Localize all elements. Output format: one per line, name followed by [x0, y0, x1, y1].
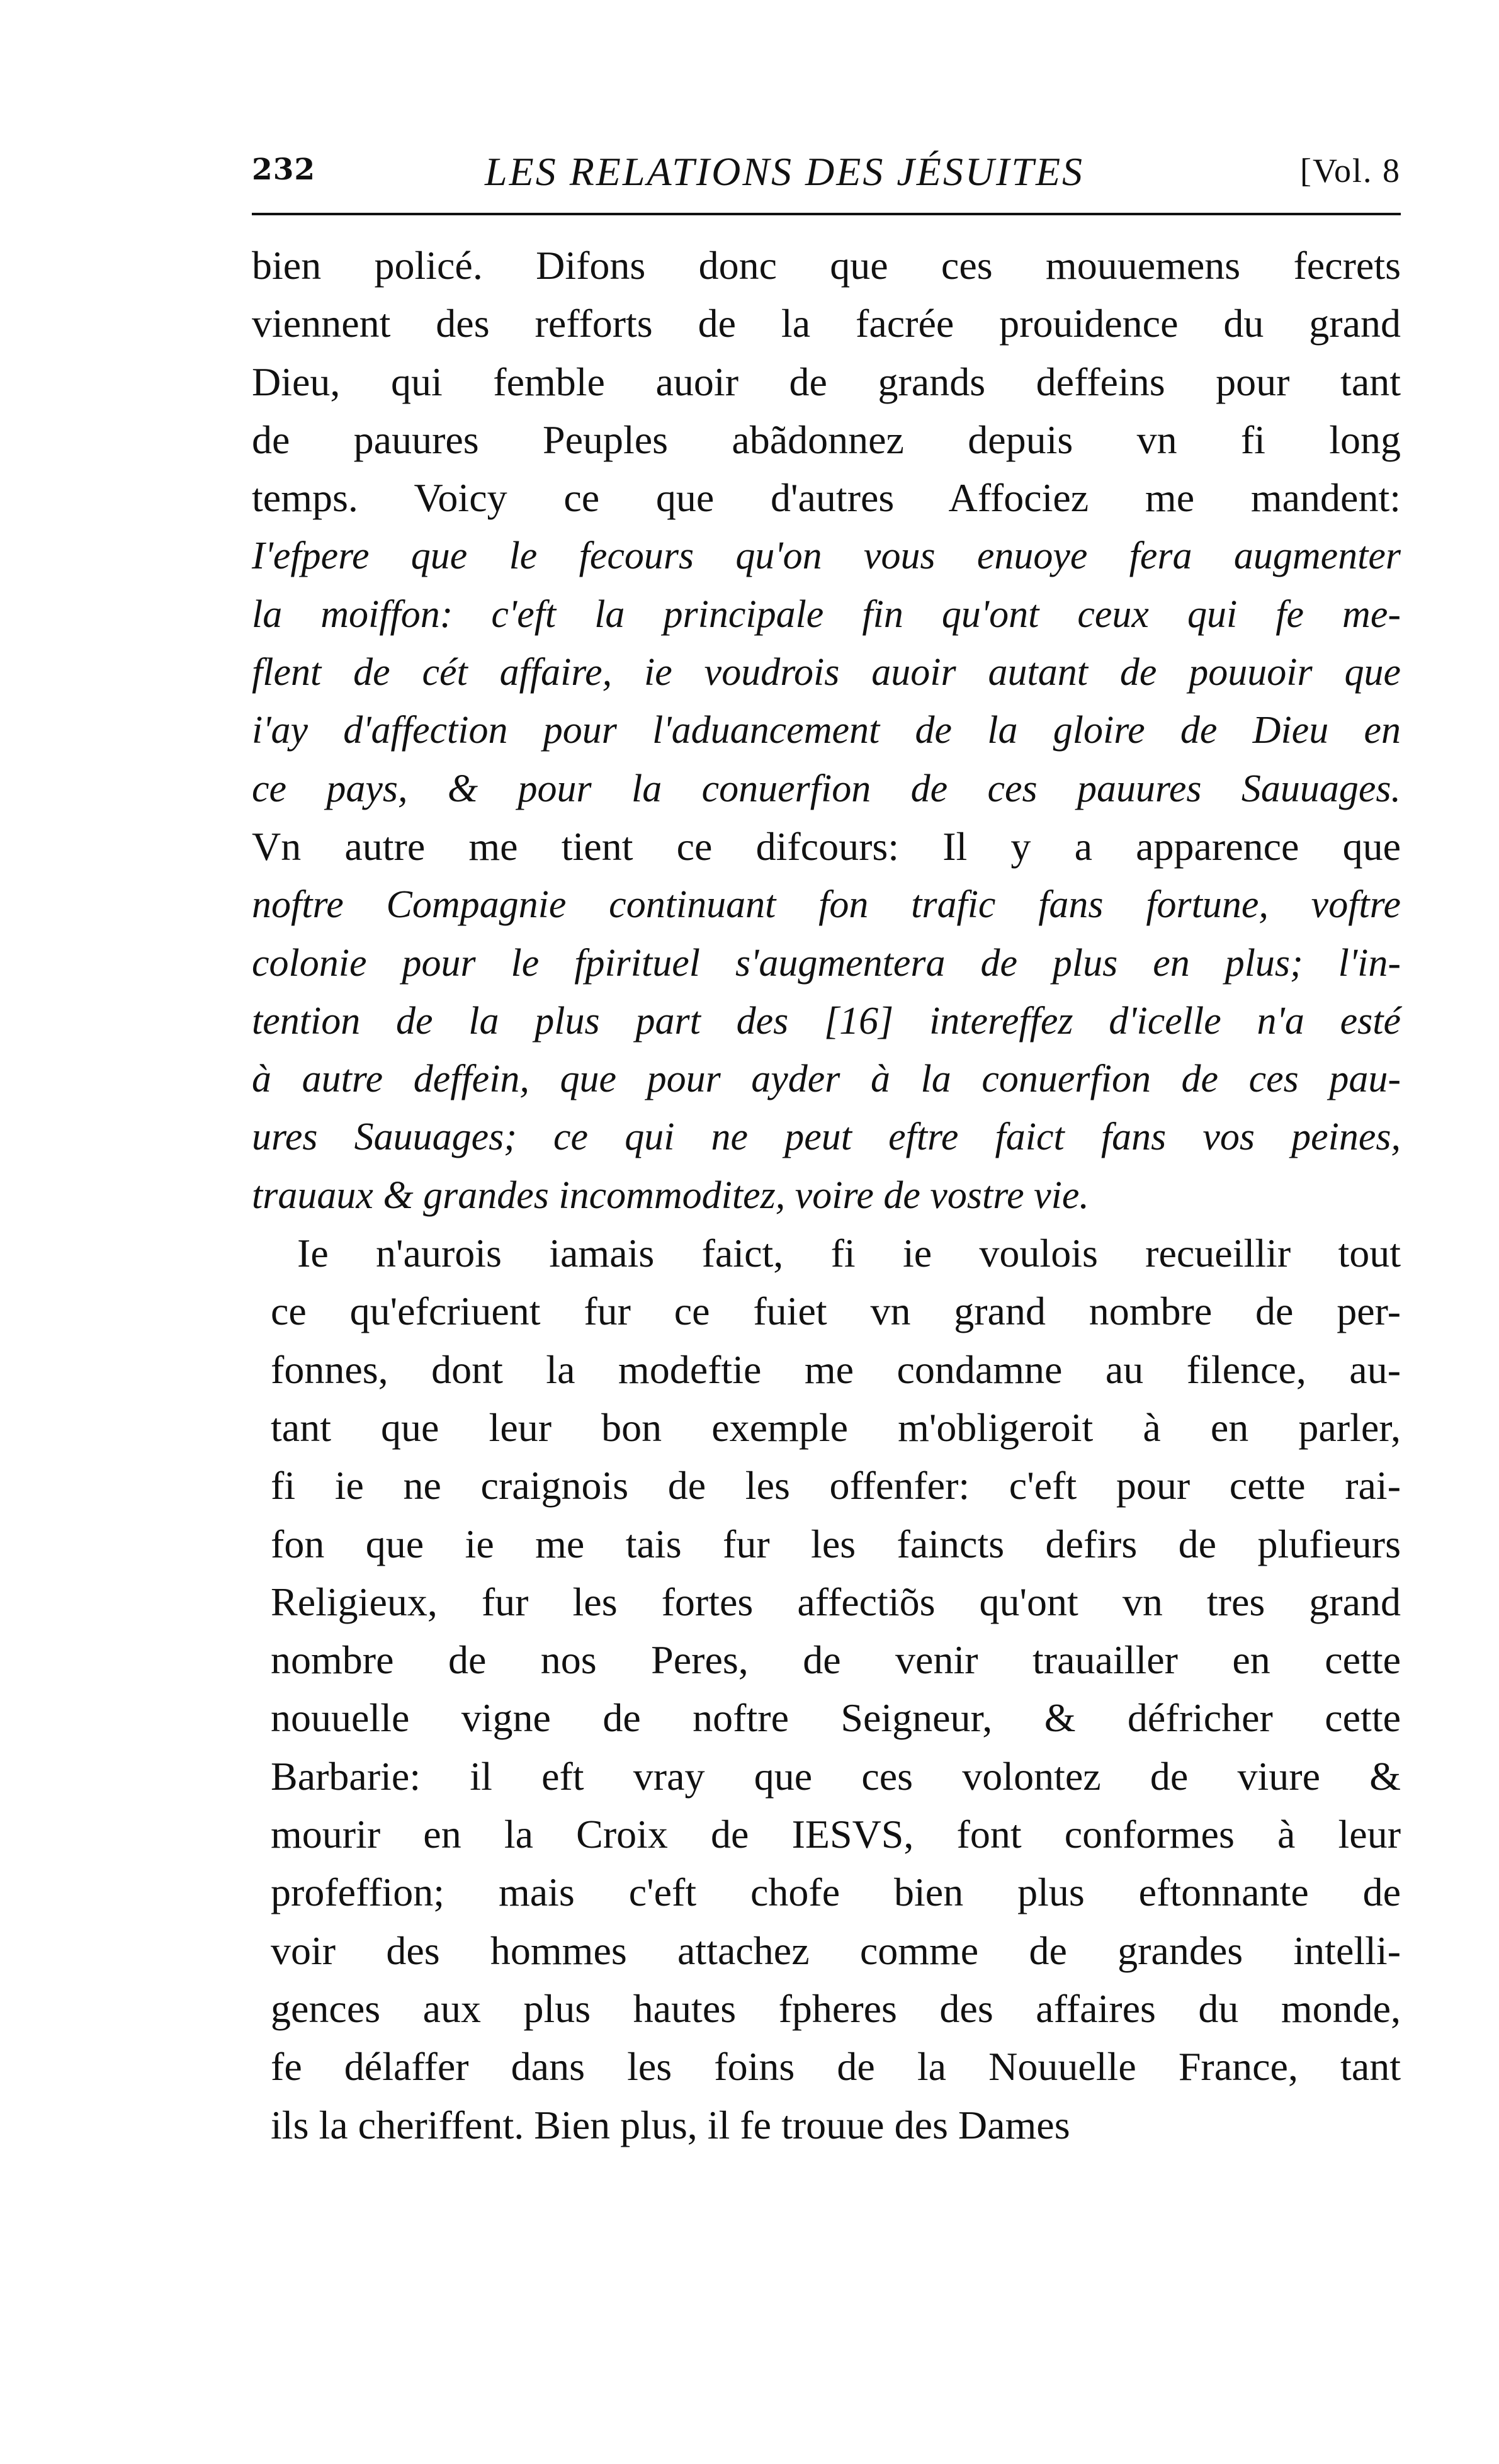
- text-line: i'ay d'affection pour l'aduancement de la gloire de Dieu en: [252, 709, 1401, 752]
- text-line: fon que ie me tais fur les faincts defirs de plufieurs: [271, 1521, 1401, 1566]
- text-line: fi ie ne craignois de les offenfer: c'eft pour cette rai-: [271, 1463, 1401, 1508]
- text-line: la moiffon: c'eft la principale fin qu'ont ceux qui fe me-: [252, 592, 1401, 636]
- volume-label: [Vol. 8: [1299, 152, 1401, 189]
- header-rule: [252, 213, 1401, 215]
- text-line: nouuelle vigne de noftre Seigneur, & défricher cette: [271, 1695, 1401, 1741]
- page-header: [252, 144, 1401, 200]
- text-line: gences aux plus hautes fpheres des affaires du monde,: [271, 1986, 1401, 2031]
- text-line: I'efpere que le fecours qu'on vous enuoye fera augmenter: [252, 534, 1401, 578]
- text-line: Vn autre me tient ce difcours: Il y a apparence que: [252, 823, 1401, 869]
- text-line: Barbarie: il eft vray que ces volontez de viure &: [271, 1753, 1401, 1799]
- text-line: Dieu, qui femble auoir de grands deffeins pour tant: [252, 359, 1401, 404]
- text-line: fonnes, dont la modeftie me condamne au filence, au-: [271, 1347, 1401, 1392]
- page-number: 232: [252, 152, 316, 187]
- text-line: ce qu'efcriuent fur ce fuiet vn grand nombre de per-: [271, 1289, 1401, 1334]
- text-line: viennent des refforts de la facrée prouidence du grand: [252, 301, 1401, 346]
- text-line: tant que leur bon exemple m'obligeroit à en parler,: [271, 1404, 1401, 1450]
- text-line: ures Sauuages; ce qui ne peut eftre faict fans vos peines,: [252, 1116, 1401, 1159]
- text-line: flent de cét affaire, ie voudrois auoir autant de pouuoir que: [252, 651, 1401, 694]
- body-text: [252, 237, 1401, 2154]
- text-line: nombre de nos Peres, de venir trauailler en cette: [271, 1637, 1401, 1683]
- text-line: trauaux & grandes incommoditez, voire de vostre vie.: [252, 1173, 1089, 1217]
- text-line: fe délaffer dans les foins de la Nouuelle France, tant: [271, 2044, 1401, 2089]
- running-title: LES RELATIONS DES JÉSUITES: [485, 149, 1085, 194]
- text-line: ce pays, & pour la conuerfion de ces pauures Sauuages.: [252, 767, 1401, 810]
- text-line: temps. Voicy ce que d'autres Affociez me mandent:: [252, 475, 1401, 521]
- text-line: ils la cheriffent. Bien plus, il fe trouue des Dames: [271, 2102, 1070, 2147]
- text-line: noftre Compagnie continuant fon trafic fans fortune, voftre: [252, 883, 1401, 927]
- text-line: colonie pour le fpirituel s'augmentera de plus en plus; l'in-: [252, 941, 1401, 985]
- text-line: Ie n'aurois iamais faict, fi ie voulois recueillir tout: [297, 1231, 1401, 1276]
- text-line: tention de la plus part des [16] intereffez d'icelle n'a esté: [252, 999, 1401, 1043]
- text-line: Religieux, fur les fortes affectiõs qu'ont vn tres grand: [271, 1579, 1401, 1624]
- text-line: mourir en la Croix de IESVS, font conformes à leur: [271, 1812, 1401, 1857]
- text-line: à autre deffein, que pour ayder à la conuerfion de ces pau-: [252, 1058, 1401, 1101]
- text-line: profeffion; mais c'eft chofe bien plus eftonnante de: [271, 1870, 1401, 1915]
- text-line: bien policé. Difons donc que ces mouuemens fecrets: [252, 243, 1401, 288]
- text-line: voir des hommes attachez comme de grandes intelli-: [271, 1928, 1401, 1973]
- text-line: de pauures Peuples abãdonnez depuis vn fi long: [252, 417, 1401, 462]
